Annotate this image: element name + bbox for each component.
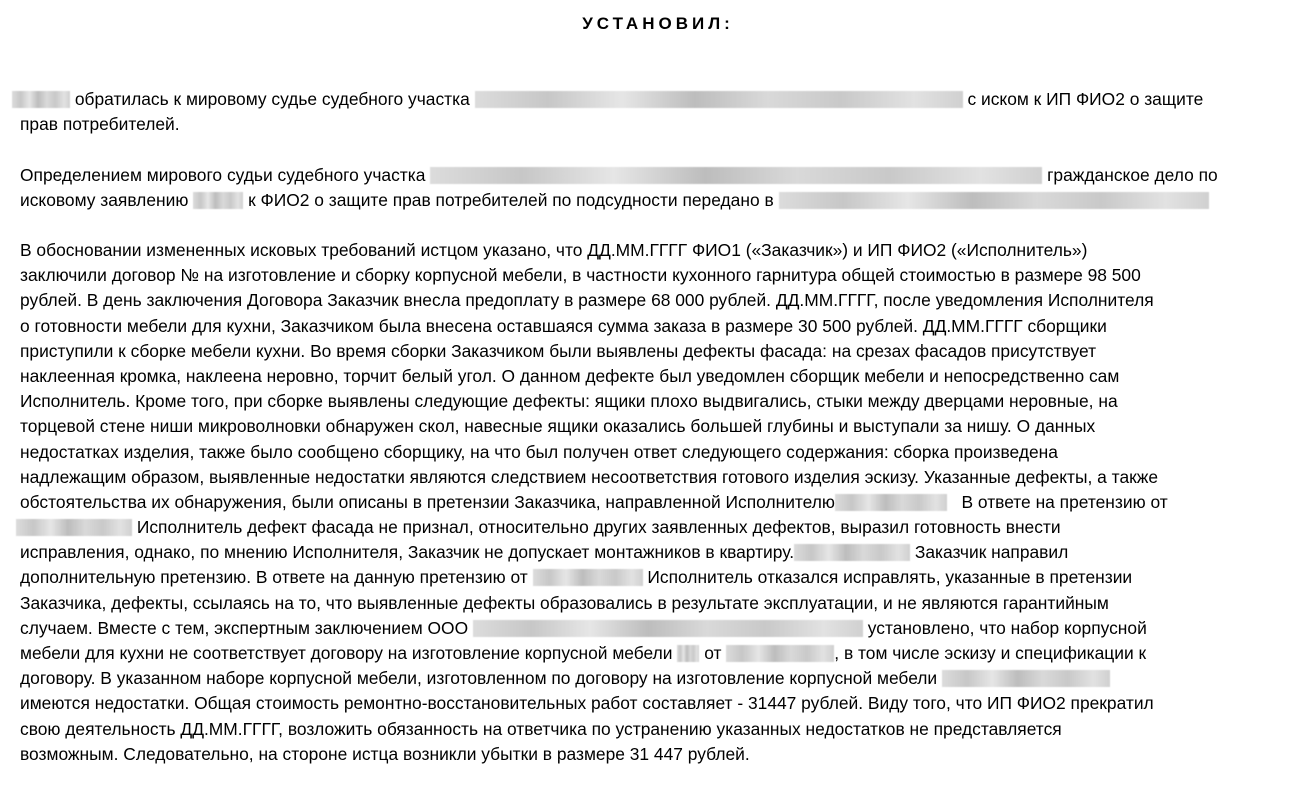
text-line: недостатках изделия, также было сообщено сборщику, на что был получен ответ следующего содержания: сборка произведена: [20, 441, 1058, 462]
text-line: [20, 565, 1300, 590]
text-segment: к ФИО2 о защите прав потребителей по подсудности передано в: [248, 190, 774, 211]
text-segment: случаем. Вместе с тем, экспертным заключением ООО: [20, 617, 469, 638]
text-line: торцевой стене ниши микроволновки обнаружен скол, навесные ящики оказались большей глубины и выступали за нишу. О данных: [20, 416, 1096, 437]
text-segment: дополнительную претензию. В ответе на данную претензию от: [20, 567, 528, 588]
text-segment: Заказчик направил: [914, 542, 1069, 563]
text-segment: исправления, однако, по мнению Исполнителя, Заказчик не допускает монтажников в квартиру.: [20, 542, 795, 563]
redacted-block: [473, 620, 863, 637]
text-segment: В ответе на претензию от: [961, 491, 1168, 512]
text-segment: исковому заявлению: [20, 190, 189, 211]
text-line: заключили договор № на изготовление и сборку корпусной мебели, в частности кухонного гарнитура общей стоимостью в размере 98 500: [20, 265, 1141, 286]
text-line: рублей. В день заключения Договора Заказчик внесла предоплату в размере 68 000 рублей. ДД.ММ.ГГГГ, после уведомления Исполнителя: [20, 290, 1154, 311]
text-segment: гражданское дело по: [1047, 165, 1218, 185]
paragraph-1: [20, 87, 1300, 137]
redacted-block: [193, 192, 243, 209]
text-segment: установлено, что набор корпусной: [867, 617, 1147, 638]
redacted-block: [835, 494, 947, 511]
redacted-block: [677, 645, 699, 662]
redacted-block: [533, 569, 643, 586]
text-line: свою деятельность ДД.ММ.ГГГГ, возложить обязанность на ответчика по устранению указанных недостатков не представляется: [20, 718, 1062, 739]
text-segment: , в том числе эскизу и спецификации к: [834, 643, 1147, 663]
text-segment: обратилась к мировому судье судебного участка: [74, 89, 470, 109]
text-segment: Исполнитель дефект фасада не признал, относительно других заявленных дефектов, выразил готовность внести: [136, 517, 1061, 538]
text-line: возможным. Следовательно, на стороне истца возникли убытки в размере 31 447 рублей.: [20, 743, 750, 764]
text-segment: договору. В указанном наборе корпусной мебели, изготовленном по договору на изготовление корпусной мебели: [20, 668, 938, 689]
text-line: [20, 666, 1300, 691]
text-line: Исполнитель. Кроме того, при сборке выявлены следующие дефекты: ящики плохо выдвигались, стыки между дверцами неровные, на: [20, 391, 1118, 412]
redacted-block: [942, 670, 1110, 687]
redacted-block: [779, 192, 1209, 209]
text-line: [20, 188, 1300, 213]
text-segment: мебели для кухни не соответствует договору на изготовление корпусной мебели: [20, 643, 673, 663]
text-segment: Определением мирового судьи судебного участка: [20, 165, 426, 185]
paragraph-2: [20, 163, 1300, 213]
text-segment: с иском к ИП ФИО2 о защите: [967, 89, 1204, 109]
text-line: [20, 490, 1300, 515]
document-heading: УСТАНОВИЛ:: [582, 14, 734, 33]
text-line: [20, 163, 1300, 188]
text-segment: Исполнитель отказался исправлять, указанные в претензии: [647, 567, 1133, 588]
text-line: [20, 616, 1300, 641]
text-line: [20, 540, 1300, 565]
redacted-block: [16, 519, 132, 536]
redacted-block: [794, 544, 910, 561]
text-line: имеются недостатки. Общая стоимость ремонтно-восстановительных работ составляет - 31447 рублей. Виду того, что ИП ФИО2 прекратил: [20, 693, 1154, 714]
text-segment: обстоятельства их обнаружения, были описаны в претензии Заказчика, направленной Исполнителю: [20, 491, 835, 512]
text-line: о готовности мебели для кухни, Заказчиком была внесена оставшаяся сумма заказа в размере 30 500 рублей. ДД.ММ.ГГГГ сборщики: [20, 315, 1107, 336]
redacted-block: [726, 645, 834, 662]
text-line: В обосновании измененных исковых требований истцом указано, что ДД.ММ.ГГГГ ФИО1 («Заказчик») и ИП ФИО2 («Исполнитель»): [20, 240, 1088, 260]
redacted-block: [12, 91, 70, 108]
text-line: надлежащим образом, выявленные недостатки являются следствием несоответствия готового изделия эскизу. Указанные дефекты, а также: [20, 466, 1159, 487]
text-line: [20, 515, 1300, 540]
text-line: Заказчика, дефекты, ссылаясь на то, что выявленные дефекты образовались в результате эксплуатации, и не являются гарантийным: [20, 592, 1109, 613]
text-line: прав потребителей.: [20, 114, 180, 135]
paragraph-3: [20, 238, 1300, 767]
text-line: наклеенная кромка, наклеена неровно, торчит белый угол. О данном дефекте был уведомлен сборщик мебели и непосредственно сам: [20, 365, 1120, 386]
redacted-block: [475, 91, 963, 108]
text-line: [20, 641, 1300, 666]
text-line: [20, 87, 1300, 112]
redacted-block: [430, 167, 1042, 184]
text-line: приступили к сборке мебели кухни. Во время сборки Заказчиком были выявлены дефекты фасада: на срезах фасадов присутствует: [20, 340, 1097, 361]
text-segment: от: [704, 643, 722, 663]
